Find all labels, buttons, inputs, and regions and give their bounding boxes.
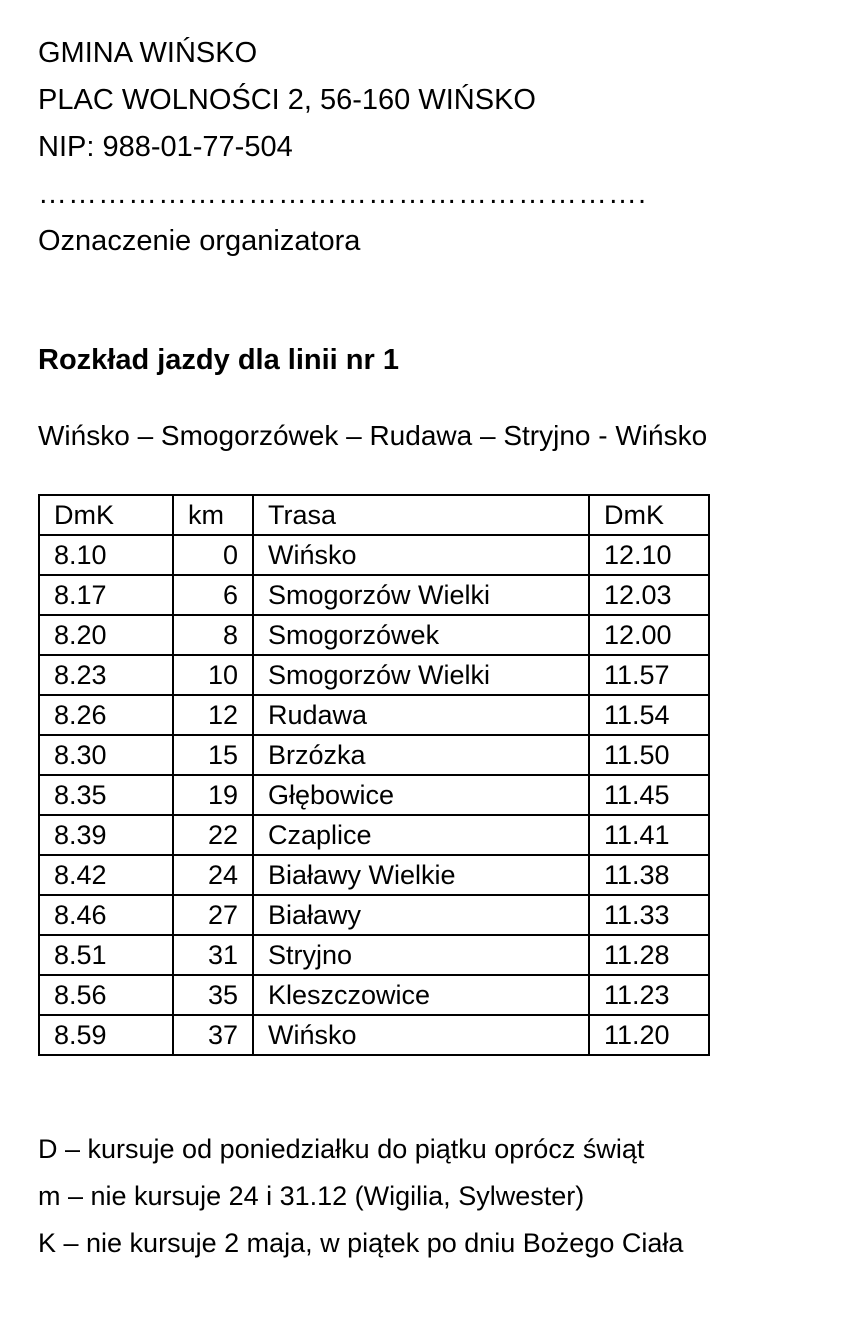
cell-stop: Rudawa xyxy=(253,695,589,735)
table-row xyxy=(39,615,709,655)
cell-return: 11.50 xyxy=(589,735,709,775)
note-k: K – nie kursuje 2 maja, w piątek po dniu Bożego Ciała xyxy=(38,1228,684,1258)
cell-departure: 8.17 xyxy=(39,575,173,615)
cell-departure: 8.23 xyxy=(39,655,173,695)
header-route: Trasa xyxy=(253,495,589,535)
cell-departure: 8.30 xyxy=(39,735,173,775)
table-row xyxy=(39,735,709,775)
table-row xyxy=(39,775,709,815)
cell-km: 15 xyxy=(173,735,253,775)
cell-stop: Czaplice xyxy=(253,815,589,855)
cell-departure: 8.39 xyxy=(39,815,173,855)
table-row xyxy=(39,935,709,975)
cell-km: 31 xyxy=(173,935,253,975)
cell-departure: 8.20 xyxy=(39,615,173,655)
cell-km: 19 xyxy=(173,775,253,815)
cell-departure: 8.10 xyxy=(39,535,173,575)
table-row xyxy=(39,1015,709,1055)
note-m: m – nie kursuje 24 i 31.12 (Wigilia, Sylwester) xyxy=(38,1181,585,1211)
cell-km: 22 xyxy=(173,815,253,855)
cell-departure: 8.26 xyxy=(39,695,173,735)
header-km: km xyxy=(173,495,253,535)
page-title: Rozkład jazdy dla linii nr 1 xyxy=(38,344,399,376)
cell-stop: Smogorzów Wielki xyxy=(253,655,589,695)
cell-stop: Białawy xyxy=(253,895,589,935)
header-return: DmK xyxy=(589,495,709,535)
cell-departure: 8.56 xyxy=(39,975,173,1015)
table-row xyxy=(39,895,709,935)
cell-km: 37 xyxy=(173,1015,253,1055)
cell-return: 11.38 xyxy=(589,855,709,895)
table-row xyxy=(39,535,709,575)
cell-return: 11.41 xyxy=(589,815,709,855)
cell-return: 11.28 xyxy=(589,935,709,975)
route-description: Wińsko – Smogorzówek – Rudawa – Stryjno - Wińsko xyxy=(38,420,708,451)
cell-stop: Smogorzówek xyxy=(253,615,589,655)
table-row xyxy=(39,975,709,1015)
cell-departure: 8.51 xyxy=(39,935,173,975)
table-header-row xyxy=(39,495,709,535)
organizer-address: PLAC WOLNOŚCI 2, 56-160 WIŃSKO xyxy=(38,84,536,116)
table-row xyxy=(39,575,709,615)
cell-km: 10 xyxy=(173,655,253,695)
table-row xyxy=(39,655,709,695)
cell-stop: Głębowice xyxy=(253,775,589,815)
cell-return: 11.45 xyxy=(589,775,709,815)
cell-return: 12.10 xyxy=(589,535,709,575)
legend-notes xyxy=(38,1126,828,1267)
cell-departure: 8.46 xyxy=(39,895,173,935)
signature-dotted-line: ……………………………………………………. xyxy=(38,178,648,210)
timetable xyxy=(38,494,710,1056)
header-departure: DmK xyxy=(39,495,173,535)
cell-km: 27 xyxy=(173,895,253,935)
cell-return: 12.00 xyxy=(589,615,709,655)
cell-km: 24 xyxy=(173,855,253,895)
cell-stop: Białawy Wielkie xyxy=(253,855,589,895)
cell-stop: Kleszczowice xyxy=(253,975,589,1015)
organizer-caption: Oznaczenie organizatora xyxy=(38,225,361,257)
cell-stop: Stryjno xyxy=(253,935,589,975)
table-row xyxy=(39,815,709,855)
cell-km: 0 xyxy=(173,535,253,575)
cell-stop: Wińsko xyxy=(253,1015,589,1055)
note-d: D – kursuje od poniedziałku do piątku oprócz świąt xyxy=(38,1134,645,1164)
document-page xyxy=(38,30,828,1267)
cell-departure: 8.59 xyxy=(39,1015,173,1055)
cell-return: 11.23 xyxy=(589,975,709,1015)
cell-km: 8 xyxy=(173,615,253,655)
cell-return: 11.20 xyxy=(589,1015,709,1055)
cell-return: 11.54 xyxy=(589,695,709,735)
cell-km: 6 xyxy=(173,575,253,615)
cell-stop: Brzózka xyxy=(253,735,589,775)
table-row xyxy=(39,695,709,735)
cell-departure: 8.35 xyxy=(39,775,173,815)
organizer-name: GMINA WIŃSKO xyxy=(38,37,258,69)
cell-stop: Wińsko xyxy=(253,535,589,575)
cell-km: 35 xyxy=(173,975,253,1015)
cell-return: 11.33 xyxy=(589,895,709,935)
cell-return: 11.57 xyxy=(589,655,709,695)
cell-return: 12.03 xyxy=(589,575,709,615)
cell-stop: Smogorzów Wielki xyxy=(253,575,589,615)
table-row xyxy=(39,855,709,895)
cell-departure: 8.42 xyxy=(39,855,173,895)
cell-km: 12 xyxy=(173,695,253,735)
organizer-nip: NIP: 988-01-77-504 xyxy=(38,131,293,163)
